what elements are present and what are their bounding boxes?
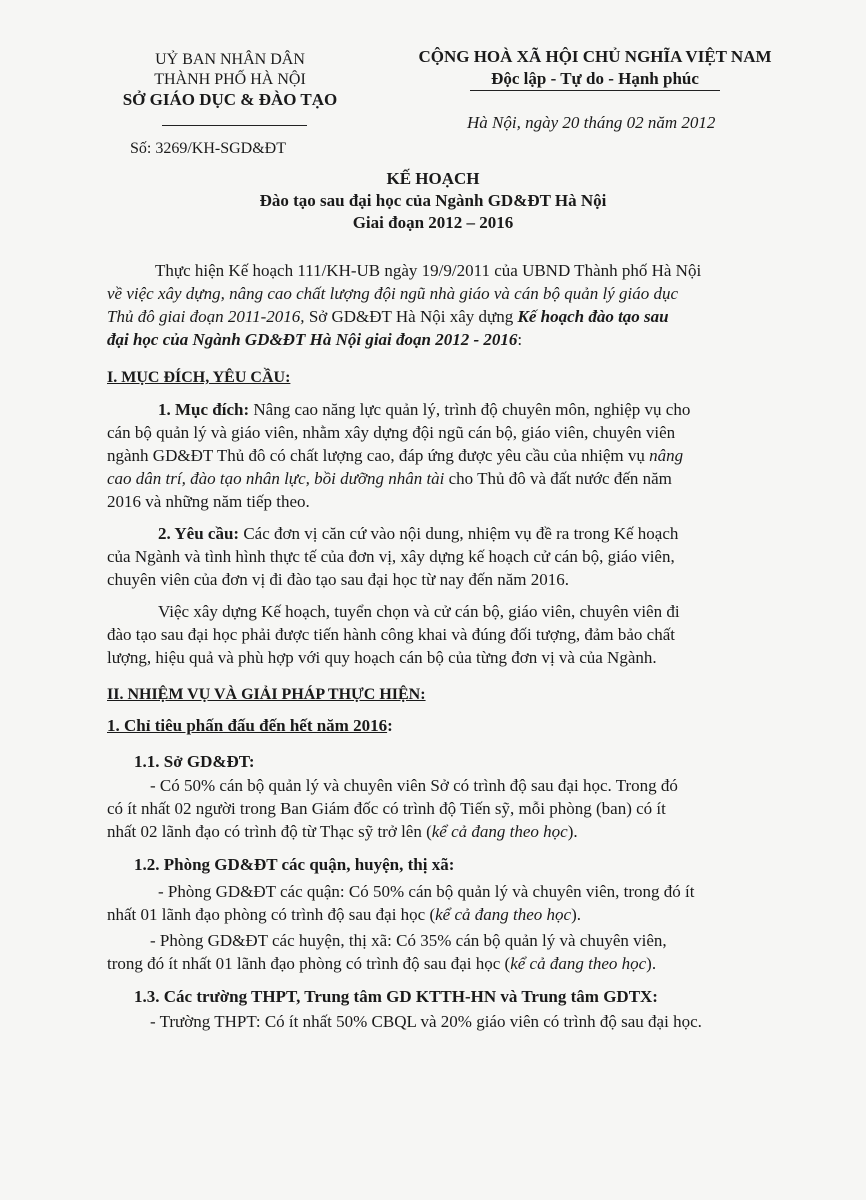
dept-heading [134, 750, 255, 773]
requirement-label: 2. Yêu cầu: [158, 524, 240, 543]
dept-line-3b: kể cả đang theo học [431, 822, 568, 841]
purpose-line-1 [158, 398, 690, 421]
document-title [0, 168, 866, 234]
selection-line-1: Việc xây dựng Kế hoạch, tuyển chọn và cử cán bộ, giáo viên, chuyên viên đi [158, 602, 680, 621]
district-heading: 1.2. Phòng GD&ĐT các quận, huyện, thị xã: [134, 855, 455, 874]
document-number: Số: 3269/KH-SGD&ĐT [130, 140, 287, 157]
requirement-text-1: Các đơn vị căn cứ vào nội dung, nhiệm vụ đề ra trong Kế hoạch [239, 524, 679, 543]
document-date: Hà Nội, ngày 20 tháng 02 năm 2012 [467, 113, 716, 132]
requirement-line-3: chuyên viên của đơn vị đi đào tạo sau đại học từ nay đến năm 2016. [107, 570, 569, 589]
dept-line-3 [107, 820, 578, 843]
target-heading-colon: : [387, 716, 393, 735]
district-line-2a: nhất 01 lãnh đạo phòng có trình độ sau đại học ( [107, 905, 436, 924]
dept-line-1: - Có 50% cán bộ quản lý và chuyên viên Sở có trình độ sau đại học. Trong đó [150, 776, 678, 795]
motto-underline [470, 90, 720, 91]
selection-line-2: đào tạo sau đại học phải được tiến hành công khai và đúng đối tượng, đảm bảo chất [107, 625, 675, 644]
district-line-4a: trong đó ít nhất 01 lãnh đạo phòng có trình độ sau đại học ( [107, 954, 511, 973]
intro-line-3-italic: Thủ đô giai đoạn 2011-2016, [107, 307, 305, 326]
purpose-line-4 [107, 467, 672, 490]
requirement-line-2: của Ngành và tình hình thực tế của đơn vị, xây dựng kế hoạch cử cán bộ, giáo viên, [107, 547, 675, 566]
target-heading-text: 1. Chỉ tiêu phấn đấu đến hết năm 2016 [107, 716, 388, 735]
district-line-4 [107, 952, 656, 975]
purpose-text-4b: cho Thủ đô và đất nước đến năm [444, 469, 672, 488]
district-line-4b: kể cả đang theo học [510, 954, 647, 973]
title-line-3: Giai đoạn 2012 – 2016 [352, 213, 514, 232]
national-motto: Độc lập - Tự do - Hạnh phúc [491, 69, 699, 88]
selection-line-3: lượng, hiệu quả và phù hợp với quy hoạch cán bộ của từng đơn vị và của Ngành. [107, 648, 657, 667]
section-1-heading: I. MỤC ĐÍCH, YÊU CẦU: [107, 369, 291, 386]
intro-line-3 [107, 305, 669, 328]
requirement-line-1 [158, 522, 678, 545]
issuer-block [95, 50, 365, 110]
national-title: CỘNG HOÀ XÃ HỘI CHỦ NGHĨA VIỆT NAM [418, 47, 772, 66]
district-line-2 [107, 903, 581, 926]
issuer-line-2: THÀNH PHỐ HÀ NỘI [154, 71, 306, 88]
purpose-line-2: cán bộ quản lý và giáo viên, nhằm xây dựng đội ngũ cán bộ, giáo viên, chuyên viên [107, 423, 676, 442]
intro-line-4 [107, 328, 522, 351]
purpose-text-3b: nâng [649, 446, 684, 465]
issuer-line-3: SỞ GIÁO DỤC & ĐÀO TẠO [122, 90, 338, 109]
district-line-2b: kể cả đang theo học [435, 905, 572, 924]
intro-line-4-end: : [517, 330, 523, 349]
purpose-line-5: 2016 và những năm tiếp theo. [107, 492, 310, 511]
district-line-4c: ). [646, 954, 657, 973]
district-line-3: - Phòng GD&ĐT các huyện, thị xã: Có 35% cán bộ quản lý và chuyên viên, [150, 931, 667, 950]
intro-line-2: về việc xây dựng, nâng cao chất lượng đội ngũ nhà giáo và cán bộ quản lý giáo dục [107, 284, 679, 303]
purpose-text-1: Nâng cao năng lực quản lý, trình độ chuyên môn, nghiệp vụ cho [249, 400, 691, 419]
purpose-text-3a: ngành GD&ĐT Thủ đô có chất lượng cao, đáp ứng được yêu cầu của nhiệm vụ [107, 446, 650, 465]
intro-line-1: Thực hiện Kế hoạch 111/KH-UB ngày 19/9/2011 của UBND Thành phố Hà Nội [155, 261, 702, 280]
schools-line-1: - Trường THPT: Có ít nhất 50% CBQL và 20% giáo viên có trình độ sau đại học. [150, 1012, 702, 1031]
purpose-label: 1. Mục đích: [158, 400, 250, 419]
district-line-1: - Phòng GD&ĐT các quận: Có 50% cán bộ quản lý và chuyên viên, trong đó ít [158, 882, 695, 901]
title-line-1: KẾ HOẠCH [386, 169, 480, 188]
purpose-text-4a: cao dân trí, đào tạo nhân lực, bồi dưỡng nhân tài [107, 469, 445, 488]
intro-line-3-bold: Kế hoạch đào tạo sau [517, 307, 669, 326]
district-line-2c: ). [571, 905, 581, 924]
dept-line-2: có ít nhất 02 người trong Ban Giám đốc có trình độ Tiến sỹ, mỗi phòng (ban) có ít [107, 799, 666, 818]
dept-line-3a: nhất 02 lãnh đạo có trình độ từ Thạc sỹ trở lên ( [107, 822, 432, 841]
dept-line-3c: ). [567, 822, 578, 841]
national-motto-block [385, 46, 805, 90]
issuer-underline [162, 125, 307, 126]
purpose-line-3 [107, 444, 683, 467]
intro-line-4-bold: đại học của Ngành GD&ĐT Hà Nội giai đoạn 2012 - 2016 [107, 330, 518, 349]
section-2-heading: II. NHIỆM VỤ VÀ GIẢI PHÁP THỰC HIỆN: [107, 686, 426, 703]
dept-heading-text: 1.1. Sở GD&ĐT [134, 752, 249, 771]
intro-line-3-normal: Sở GD&ĐT Hà Nội xây dựng [304, 307, 518, 326]
title-line-2: Đào tạo sau đại học của Ngành GD&ĐT Hà Nội [259, 191, 607, 210]
issuer-line-1: UỶ BAN NHÂN DÂN [155, 51, 305, 68]
target-heading [107, 714, 393, 737]
dept-heading-colon: : [248, 752, 255, 771]
schools-heading: 1.3. Các trường THPT, Trung tâm GD KTTH-HN và Trung tâm GDTX: [134, 987, 658, 1006]
